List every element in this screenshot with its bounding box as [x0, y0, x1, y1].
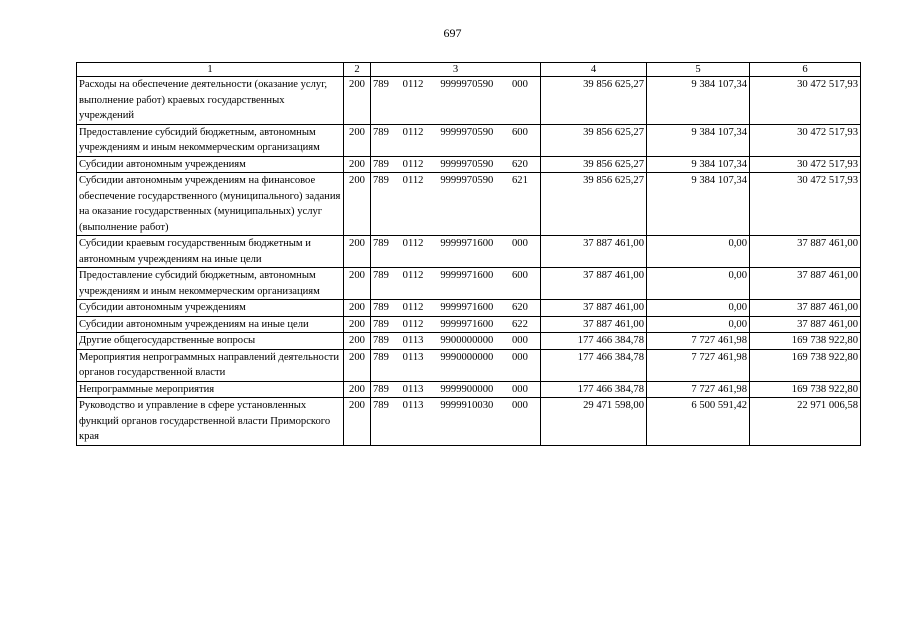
table-row [77, 300, 861, 317]
code-ministry: 789 [373, 318, 389, 330]
code-section: 0113 [402, 351, 424, 363]
column-header: 1 [77, 63, 344, 77]
row-code [371, 124, 541, 156]
row-col2: 200 [344, 236, 371, 268]
table-row [77, 173, 861, 236]
code-type: 000 [511, 79, 528, 90]
row-col2: 200 [344, 124, 371, 156]
row-code [371, 268, 541, 300]
row-col5: 9 384 107,34 [647, 124, 750, 156]
code-target: 9900000000 [440, 335, 494, 346]
code-type: 622 [511, 318, 528, 330]
code-ministry: 789 [373, 79, 389, 90]
code-section: 0112 [402, 79, 424, 90]
code-target: 9999971600 [440, 270, 494, 281]
row-col4: 29 471 598,00 [541, 398, 647, 446]
row-description: Субсидии краевым государственным бюджетным и автономным учреждениям на иные цели [77, 236, 344, 268]
column-header: 3 [371, 63, 541, 77]
row-code [371, 77, 541, 125]
row-col2: 200 [344, 349, 371, 381]
row-description: Руководство и управление в сфере установленных функций органов государственной власти Приморского края [77, 398, 344, 446]
row-col4: 37 887 461,00 [541, 300, 647, 317]
table-row [77, 156, 861, 173]
code-section: 0112 [402, 270, 424, 281]
row-col4: 177 466 384,78 [541, 381, 647, 398]
code-section: 0113 [402, 383, 424, 395]
row-col5: 7 727 461,98 [647, 381, 750, 398]
row-col5: 6 500 591,42 [647, 398, 750, 446]
code-ministry: 789 [373, 383, 389, 395]
row-col2: 200 [344, 77, 371, 125]
code-section: 0113 [402, 400, 424, 411]
code-type: 600 [511, 126, 528, 138]
code-type: 620 [511, 158, 528, 170]
row-col2: 200 [344, 173, 371, 236]
code-section: 0112 [402, 126, 424, 138]
code-ministry: 789 [373, 302, 389, 313]
row-description: Непрограммные мероприятия [77, 381, 344, 398]
row-col4: 37 887 461,00 [541, 316, 647, 333]
row-col2: 200 [344, 156, 371, 173]
row-col4: 177 466 384,78 [541, 349, 647, 381]
row-col6: 37 887 461,00 [750, 268, 861, 300]
code-type: 600 [511, 270, 528, 281]
code-target: 9999971600 [440, 318, 494, 330]
code-target: 9999971600 [440, 302, 494, 313]
row-code [371, 236, 541, 268]
code-ministry: 789 [373, 351, 389, 363]
row-col2: 200 [344, 333, 371, 350]
row-code [371, 333, 541, 350]
code-target: 9999970590 [440, 126, 494, 138]
code-ministry: 789 [373, 126, 389, 138]
table-header-row [77, 63, 861, 77]
row-code [371, 300, 541, 317]
row-col5: 0,00 [647, 300, 750, 317]
row-col4: 39 856 625,27 [541, 77, 647, 125]
row-col2: 200 [344, 268, 371, 300]
code-ministry: 789 [373, 158, 389, 170]
code-ministry: 789 [373, 238, 389, 249]
code-target: 9999970590 [440, 79, 494, 90]
code-section: 0112 [402, 238, 424, 249]
code-target: 9999970590 [440, 175, 494, 186]
row-col4: 37 887 461,00 [541, 236, 647, 268]
code-type: 000 [511, 351, 528, 363]
row-col5: 9 384 107,34 [647, 156, 750, 173]
code-type: 000 [511, 335, 528, 346]
row-col5: 7 727 461,98 [647, 333, 750, 350]
column-header: 4 [541, 63, 647, 77]
code-type: 620 [511, 302, 528, 313]
row-col5: 7 727 461,98 [647, 349, 750, 381]
row-col5: 0,00 [647, 316, 750, 333]
code-target: 9999970590 [440, 158, 494, 170]
table-row [77, 77, 861, 125]
code-target: 9999910030 [440, 400, 494, 411]
code-target: 9999900000 [440, 383, 494, 395]
code-type: 621 [511, 175, 528, 186]
code-section: 0112 [402, 158, 424, 170]
row-col6: 37 887 461,00 [750, 300, 861, 317]
table-row [77, 236, 861, 268]
code-section: 0113 [402, 335, 424, 346]
row-col6: 37 887 461,00 [750, 316, 861, 333]
code-section: 0112 [402, 175, 424, 186]
code-type: 000 [511, 400, 528, 411]
table-row [77, 381, 861, 398]
row-description: Субсидии автономным учреждениям на иные цели [77, 316, 344, 333]
row-col6: 30 472 517,93 [750, 124, 861, 156]
row-col6: 22 971 006,58 [750, 398, 861, 446]
column-header: 5 [647, 63, 750, 77]
row-col4: 39 856 625,27 [541, 124, 647, 156]
row-col4: 39 856 625,27 [541, 156, 647, 173]
code-ministry: 789 [373, 175, 389, 186]
row-code [371, 156, 541, 173]
column-header: 6 [750, 63, 861, 77]
row-col5: 0,00 [647, 268, 750, 300]
code-ministry: 789 [373, 335, 389, 346]
row-description: Субсидии автономным учреждениям на финансовое обеспечение государственного (муниципального) задания на оказание государственных (муниципальных) услуг (выполнение работ) [77, 173, 344, 236]
row-code [371, 316, 541, 333]
row-description: Расходы на обеспечение деятельности (оказание услуг, выполнение работ) краевых государственных учреждений [77, 77, 344, 125]
row-code [371, 398, 541, 446]
row-code [371, 173, 541, 236]
table-row [77, 333, 861, 350]
row-col2: 200 [344, 381, 371, 398]
table-row [77, 124, 861, 156]
row-col4: 39 856 625,27 [541, 173, 647, 236]
column-header: 2 [344, 63, 371, 77]
code-target: 9990000000 [440, 351, 494, 363]
row-description: Субсидии автономным учреждениям [77, 300, 344, 317]
row-description: Предоставление субсидий бюджетным, автономным учреждениям и иным некоммерческим организациям [77, 124, 344, 156]
row-col2: 200 [344, 300, 371, 317]
row-col2: 200 [344, 398, 371, 446]
row-col6: 169 738 922,80 [750, 381, 861, 398]
table-row [77, 316, 861, 333]
table-row [77, 268, 861, 300]
row-col5: 0,00 [647, 236, 750, 268]
row-col4: 37 887 461,00 [541, 268, 647, 300]
budget-table [76, 62, 861, 446]
row-col6: 169 738 922,80 [750, 333, 861, 350]
row-code [371, 349, 541, 381]
code-section: 0112 [402, 302, 424, 313]
row-col6: 30 472 517,93 [750, 173, 861, 236]
code-section: 0112 [402, 318, 424, 330]
row-description: Другие общегосударственные вопросы [77, 333, 344, 350]
table-row [77, 398, 861, 446]
row-col2: 200 [344, 316, 371, 333]
code-ministry: 789 [373, 270, 389, 281]
row-code [371, 381, 541, 398]
row-col5: 9 384 107,34 [647, 173, 750, 236]
code-target: 9999971600 [440, 238, 494, 249]
table-row [77, 349, 861, 381]
page-number: 697 [443, 26, 462, 40]
row-col6: 30 472 517,93 [750, 156, 861, 173]
code-ministry: 789 [373, 400, 389, 411]
row-col6: 30 472 517,93 [750, 77, 861, 125]
row-description: Предоставление субсидий бюджетным, автономным учреждениям и иным некоммерческим организациям [77, 268, 344, 300]
code-type: 000 [511, 383, 528, 395]
row-col6: 169 738 922,80 [750, 349, 861, 381]
row-description: Субсидии автономным учреждениям [77, 156, 344, 173]
row-col6: 37 887 461,00 [750, 236, 861, 268]
row-description: Мероприятия непрограммных направлений деятельности органов государственной власти [77, 349, 344, 381]
code-type: 000 [511, 238, 528, 249]
row-col5: 9 384 107,34 [647, 77, 750, 125]
row-col4: 177 466 384,78 [541, 333, 647, 350]
